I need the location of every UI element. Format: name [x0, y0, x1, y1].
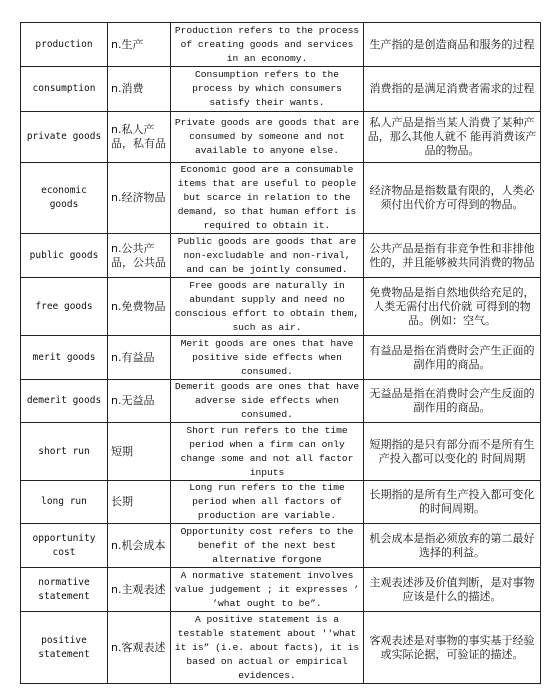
glossary-table	[20, 22, 541, 684]
table-row	[21, 336, 541, 380]
table-row	[21, 380, 541, 423]
chinese-definition-cell: 有益品是指在消费时会产生正面的副作用的商品。	[364, 336, 541, 380]
chinese-definition-cell: 消费指的是满足消费者需求的过程	[364, 67, 541, 112]
chinese-definition-cell: 机会成本是指必须放弃的第二最好选择的利益。	[364, 524, 541, 568]
translation-cell: n.公共产品，公共品	[108, 234, 171, 278]
english-definition-cell: Private goods are goods that are consumed by someone and not available to anyone else.	[171, 112, 364, 163]
term-cell: private goods	[21, 112, 108, 163]
chinese-definition-cell: 主观表述涉及价值判断，是对事物应该是什么的描述。	[364, 568, 541, 612]
translation-cell: n.无益品	[108, 380, 171, 423]
term-cell: demerit goods	[21, 380, 108, 423]
english-definition-cell: Merit goods are ones that have positive side effects when consumed.	[171, 336, 364, 380]
english-definition-cell: A positive statement is a testable statement about ''what it is” (i.e. about facts), it is based on actual or empirical evidences.	[171, 612, 364, 684]
translation-cell: n.有益品	[108, 336, 171, 380]
english-definition-cell: Demerit goods are ones that have adverse side effects when consumed.	[171, 380, 364, 423]
translation-cell: n.私人产品，私有品	[108, 112, 171, 163]
english-definition-cell: Production refers to the process of creating goods and services in an economy.	[171, 23, 364, 67]
table-row	[21, 112, 541, 163]
translation-cell: n.机会成本	[108, 524, 171, 568]
term-cell: consumption	[21, 67, 108, 112]
term-cell: positive statement	[21, 612, 108, 684]
table-row	[21, 481, 541, 524]
term-cell: long run	[21, 481, 108, 524]
term-cell: normative statement	[21, 568, 108, 612]
table-row	[21, 612, 541, 684]
translation-cell: n.生产	[108, 23, 171, 67]
term-cell: production	[21, 23, 108, 67]
table-row	[21, 163, 541, 234]
term-cell: opportunity cost	[21, 524, 108, 568]
chinese-definition-cell: 长期指的是所有生产投入都可变化的时间周期。	[364, 481, 541, 524]
translation-cell: 长期	[108, 481, 171, 524]
term-cell: economic goods	[21, 163, 108, 234]
translation-cell: n.客观表述	[108, 612, 171, 684]
table-row	[21, 234, 541, 278]
english-definition-cell: Long run refers to the time period when all factors of production are variable.	[171, 481, 364, 524]
chinese-definition-cell: 公共产品是指有非竞争性和非排他性的，并且能够被共同消费的物品	[364, 234, 541, 278]
table-row	[21, 568, 541, 612]
translation-cell: n.消费	[108, 67, 171, 112]
english-definition-cell: Opportunity cost refers to the benefit of the next best alternative forgone	[171, 524, 364, 568]
table-row	[21, 524, 541, 568]
english-definition-cell: Economic good are a consumable items that are useful to people but scarce in relation to the demand, so that human effort is required to obtain it.	[171, 163, 364, 234]
translation-cell: n.免费物品	[108, 278, 171, 336]
english-definition-cell: Consumption refers to the process by which consumers satisfy their wants.	[171, 67, 364, 112]
chinese-definition-cell: 短期指的是只有部分而不是所有生产投入都可以变化的 时间周期	[364, 423, 541, 481]
term-cell: public goods	[21, 234, 108, 278]
translation-cell: n.主观表述	[108, 568, 171, 612]
table-row	[21, 278, 541, 336]
translation-cell: n.经济物品	[108, 163, 171, 234]
chinese-definition-cell: 无益品是指在消费时会产生反面的副作用的商品。	[364, 380, 541, 423]
english-definition-cell: A normative statement involves value judgement ; it expresses ’ ’what ought to be”.	[171, 568, 364, 612]
glossary-body	[21, 23, 541, 684]
english-definition-cell: Short run refers to the time period when a firm can only change some and not all factor inputs	[171, 423, 364, 481]
table-row	[21, 23, 541, 67]
english-definition-cell: Public goods are goods that are non-excludable and non-rival, and can be jointly consumed.	[171, 234, 364, 278]
chinese-definition-cell: 经济物品是指数量有限的，人类必须付出代价方可得到的物品。	[364, 163, 541, 234]
table-row	[21, 67, 541, 112]
term-cell: short run	[21, 423, 108, 481]
english-definition-cell: Free goods are naturally in abundant supply and need no conscious effort to obtain them, such as air.	[171, 278, 364, 336]
chinese-definition-cell: 客观表述是对事物的事实基于经验或实际论据，可验证的描述。	[364, 612, 541, 684]
chinese-definition-cell: 生产指的是创造商品和服务的过程	[364, 23, 541, 67]
translation-cell: 短期	[108, 423, 171, 481]
term-cell: merit goods	[21, 336, 108, 380]
chinese-definition-cell: 免费物品是指自然地供给充足的，人类无需付出代价就 可得到的物品。例如：空气。	[364, 278, 541, 336]
term-cell: free goods	[21, 278, 108, 336]
table-row	[21, 423, 541, 481]
chinese-definition-cell: 私人产品是指当某人消费了某种产品，那么其他人就不 能再消费该产品的物品。	[364, 112, 541, 163]
